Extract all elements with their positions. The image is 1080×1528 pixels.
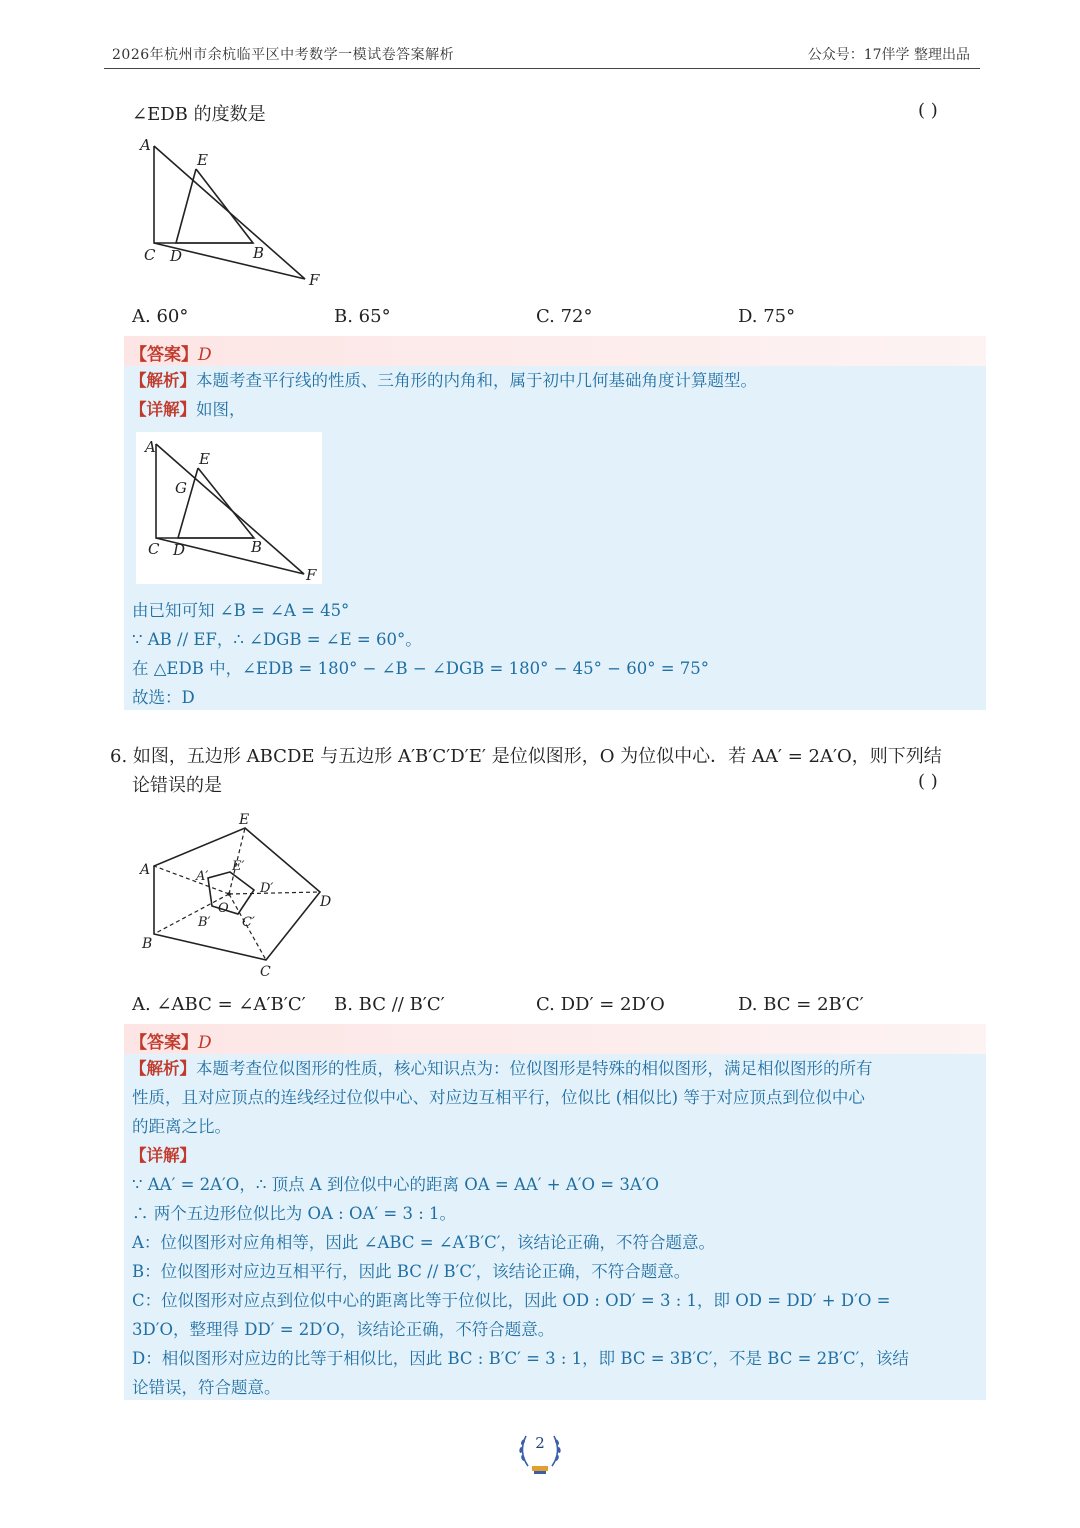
triangle-edb-line [176, 169, 253, 243]
q5-sol-label-a: A [145, 438, 156, 456]
q5-answer-paren: ( ) [918, 100, 938, 121]
q5-step-3: 在 △EDB 中，∠EDB = 180° − ∠B − ∠DGB = 180° − 45° − 60° = 75° [132, 659, 710, 678]
q6-step-7: D：相似图形对应边的比等于相似比，因此 BC : B′C′ = 3 : 1，即 BC = 3B′C′，不是 BC = 2B′C′，该结 [132, 1349, 909, 1368]
q5-option-d: D. 75° [738, 306, 796, 327]
q6-answer-tag: 【答案】 [130, 1033, 198, 1053]
q5-solution-figure [136, 432, 326, 587]
q6-answer-value: D [198, 1033, 212, 1053]
q6-label-c-prime: C′ [242, 915, 255, 930]
q5-label-f: F [309, 271, 320, 289]
q6-answer-bar [124, 1024, 986, 1054]
q6-label-c: C [260, 964, 271, 980]
q5-option-c: C. 72° [536, 306, 593, 327]
q6-step-3: A：位似图形对应角相等，因此 ∠ABC = ∠A′B′C′，该结论正确，不符合题意。 [132, 1233, 716, 1252]
q6-label-a-prime: A′ [196, 869, 209, 884]
q6-figure [130, 808, 350, 983]
q6-label-a: A [140, 862, 151, 878]
q5-label-b: B [253, 244, 265, 262]
q5-sol-label-f: F [306, 566, 317, 584]
q5-step-1: 由已知可知 ∠B = ∠A = 45° [132, 601, 350, 620]
q5-label-e: E [197, 151, 208, 169]
q5-option-b: B. 65° [334, 306, 391, 327]
q5-stem: ∠EDB 的度数是 [132, 104, 266, 125]
q6-stem-line1: 6. 如图，五边形 ABCDE 与五边形 A′B′C′D′E′ 是位似图形，O 为位似中心．若 AA′ = 2A′O，则下列结 [110, 746, 942, 767]
q6-detail-tag: 【详解】 [130, 1146, 196, 1165]
q5-sol-label-e: E [199, 450, 210, 468]
q5-detail-intro: 如图， [196, 400, 246, 419]
q6-label-e-prime: E′ [232, 859, 245, 874]
q6-detail [130, 1141, 196, 1170]
q6-label-e: E [239, 812, 250, 828]
q6-step-2: ∴ 两个五边形位似比为 OA : OA′ = 3 : 1。 [132, 1204, 457, 1223]
q6-stem-line2: 论错误的是 [132, 775, 222, 796]
q5-figure [130, 132, 330, 292]
q6-answer-paren: ( ) [918, 771, 938, 792]
q5-detail [130, 395, 246, 424]
q6-analysis-line1 [130, 1054, 873, 1083]
q6-label-b-prime: B′ [198, 915, 211, 930]
q5-analysis [130, 366, 757, 395]
q6-step-4: B：位似图形对应边互相平行，因此 BC // B′C′，该结论正确，不符合题意。 [132, 1262, 691, 1281]
header-source: 公众号：17伴学 整理出品 [807, 47, 970, 63]
q5-step-2: ∵ AB // EF，∴ ∠DGB = ∠E = 60°。 [132, 630, 422, 649]
q6-label-o: O [218, 901, 229, 916]
q5-answer-tag: 【答案】 [130, 345, 198, 365]
q5-detail-tag: 【详解】 [130, 400, 196, 419]
q5-label-a: A [140, 136, 151, 154]
q5-answer-bar [124, 336, 986, 366]
inner-pentagon [208, 872, 254, 914]
q5-answer [130, 340, 212, 365]
q6-analysis-tag: 【解析】 [130, 1059, 196, 1078]
q6-step-5: C：位似图形对应点到位似中心的距离比等于位似比，因此 OD : OD′ = 3 : 1，即 OD = DD′ + D′O = [132, 1291, 891, 1310]
q6-label-d: D [320, 894, 332, 910]
q5-label-d: D [170, 247, 183, 265]
q6-step-8: 论错误，符合题意。 [132, 1378, 281, 1397]
header-divider [104, 68, 980, 69]
q6-analysis-line3: 的距离之比。 [132, 1117, 231, 1136]
page-number: 2 [535, 1434, 545, 1452]
q6-option-d: D. BC = 2B′C′ [738, 994, 864, 1015]
q6-option-c: C. DD′ = 2D′O [536, 994, 665, 1015]
q6-option-a: A. ∠ABC = ∠A′B′C′ [132, 994, 306, 1015]
q5-step-4: 故选：D [132, 688, 195, 707]
q5-option-a: A. 60° [132, 306, 189, 327]
q5-label-c: C [144, 246, 156, 264]
q5-answer-value: D [198, 345, 212, 365]
q6-label-b: B [142, 936, 153, 952]
q6-step-1: ∵ AA′ = 2A′O，∴ 顶点 A 到位似中心的距离 OA = AA′ + A′O = 3A′O [132, 1175, 660, 1194]
q5-sol-label-g: G [175, 479, 187, 497]
q6-option-b: B. BC // B′C′ [334, 994, 445, 1015]
q6-analysis-text-1: 本题考查位似图形的性质，核心知识点为：位似图形是特殊的相似图形，满足相似图形的所有 [196, 1059, 873, 1078]
q5-sol-label-b: B [251, 538, 263, 556]
q5-sol-label-c: C [148, 540, 160, 558]
q6-label-d-prime: D′ [260, 881, 274, 896]
q5-sol-label-d: D [173, 541, 186, 559]
header-title: 2026年杭州市余杭临平区中考数学一模试卷答案解析 [112, 47, 455, 63]
q6-step-6: 3D′O，整理得 DD′ = 2D′O，该结论正确，不符合题意。 [132, 1320, 555, 1339]
q5-analysis-text: 本题考查平行线的性质、三角形的内角和，属于初中几何基础角度计算题型。 [196, 371, 757, 390]
q6-answer [130, 1028, 212, 1053]
q5-analysis-tag: 【解析】 [130, 371, 196, 390]
q6-analysis-line2: 性质，且对应顶点的连线经过位似中心、对应边互相平行，位似比 (相似比) 等于对应顶点到位似中心 [132, 1088, 865, 1107]
